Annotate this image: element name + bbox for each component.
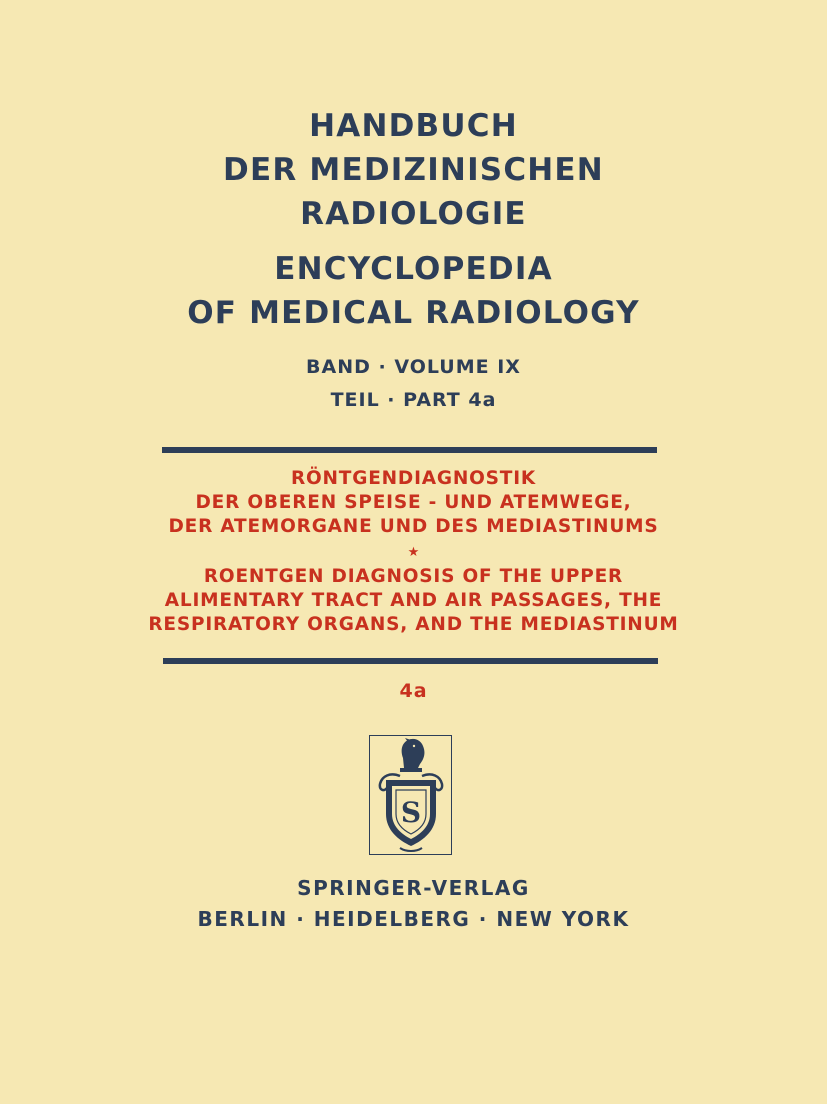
top-divider [162,447,657,453]
subtitle-de-line-1: RÖNTGENDIAGNOSTIK [290,468,537,489]
bottom-divider [163,658,658,664]
springer-logo-graphic [370,736,453,856]
title-de-line-3: RADIOLOGIE [300,196,527,232]
publisher-name: SPRINGER-VERLAG [297,876,530,900]
title-en-line-2: OF MEDICAL RADIOLOGY [187,295,640,331]
subtitle-de-line-2: DER OBEREN SPEISE - UND ATEMWEGE, [195,492,632,513]
subtitle-en-line-3: RESPIRATORY ORGANS, AND THE MEDIASTINUM [148,614,679,635]
star-icon: ★ [407,545,420,560]
publisher-cities: BERLIN · HEIDELBERG · NEW YORK [197,907,630,931]
volume-label: BAND · VOLUME IX [306,356,521,378]
subtitle-en-line-2: ALIMENTARY TRACT AND AIR PASSAGES, THE [164,590,663,611]
part-label: TEIL · PART 4a [330,389,497,411]
logo-monogram: S [400,796,422,829]
subtitle-en-line-1: ROENTGEN DIAGNOSIS OF THE UPPER [203,566,624,587]
springer-knight-logo-icon [369,735,452,855]
part-number: 4a [399,680,428,702]
title-de-line-2: DER MEDIZINISCHEN [223,152,604,188]
subtitle-de-line-3: DER ATEMORGANE UND DES MEDIASTINUMS [168,516,659,537]
title-en-line-1: ENCYCLOPEDIA [274,251,553,287]
title-de-line-1: HANDBUCH [309,108,518,144]
